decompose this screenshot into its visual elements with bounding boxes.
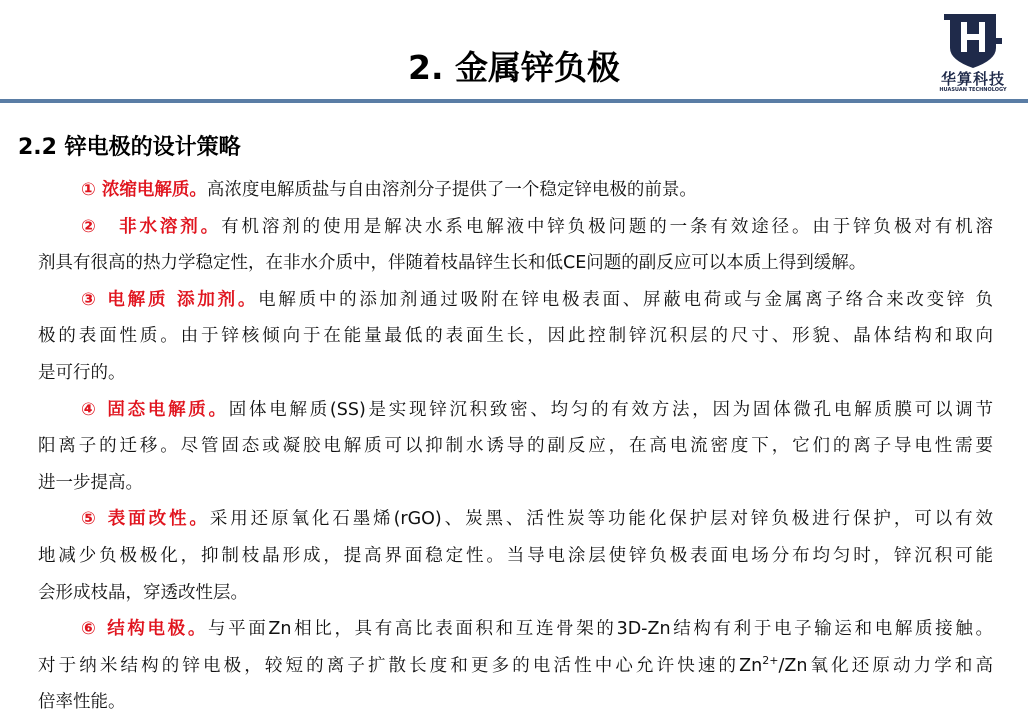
section-title: 2.2 锌电极的设计策略 — [18, 135, 241, 160]
strategy-text: 有机溶剂的使用是解决水系电解液中锌负极问题的一条有效途径。由于锌负极对有机溶 — [221, 216, 993, 237]
strategy-text: 对于纳米结构的锌电极，较短的离子扩散长度和更多的电活性中心允许快速的Zn — [38, 655, 763, 676]
header-divider — [0, 99, 1028, 103]
strategy-text: 固体电解质(SS)是实现锌沉积致密、均匀的有效方法，因为固体微孔电解质膜可以调节 — [228, 399, 993, 420]
strategy-text: 会形成枝晶，穿透改性层。 — [38, 582, 248, 603]
logo-name-cn: 华算科技 — [940, 70, 1005, 88]
ion-charge: 2+ — [762, 653, 779, 667]
strategy-item — [38, 214, 993, 287]
strategy-text: 地减少负极极化，抑制枝晶形成，提高界面稳定性。当导电涂层使锌负极表面电场分布均匀时，锌沉积可能 — [38, 545, 993, 566]
strategy-item — [38, 616, 993, 726]
strategy-text: 剂具有很高的热力学稳定性，在非水介质中，伴随着枝晶锌生长和低CE问题的副反应可以本质上得到缓解。 — [38, 253, 867, 274]
strategy-list — [38, 177, 993, 726]
strategy-text: /Zn氧化还原动力学和高 — [778, 655, 994, 676]
strategy-label: ④ 固态电解质。 — [81, 399, 229, 420]
strategy-text: 极的表面性质。由于锌核倾向于在能量最低的表面生长，因此控制锌沉积层的尺寸、形貌、晶体结构和取向 — [38, 326, 993, 347]
strategy-label: ⑥ 结构电极。 — [81, 619, 208, 640]
slide-title: 2. 金属锌负极 — [408, 48, 620, 87]
strategy-text: 采用还原氧化石墨烯(rGO)、炭黑、活性炭等功能化保护层对锌负极进行保护，可以有效 — [209, 509, 993, 530]
strategy-text: 高浓度电解质盐与自由溶剂分子提供了一个稳定锌电极的前景。 — [206, 180, 697, 200]
strategy-text: 与平面Zn相比，具有高比表面积和互连骨架的3D-Zn结构有利于电子输运和电解质接触。 — [207, 619, 993, 640]
strategy-item — [38, 177, 993, 214]
strategy-label: ② 非水溶剂。 — [81, 216, 222, 237]
strategy-text: 电解质中的添加剂通过吸附在锌电极表面、屏蔽电荷或与金属离子络合来改变锌 负 — [258, 289, 993, 310]
strategy-item — [38, 506, 993, 616]
strategy-label: ① 浓缩电解质。 — [81, 180, 207, 200]
strategy-label: ③ 电解质 添加剂。 — [81, 289, 259, 310]
strategy-text: 是可行的。 — [38, 362, 126, 383]
strategy-text: 阳离子的迁移。尽管固态或凝胶电解质可以抑制水诱导的副反应，在高电流密度下，它们的离子导电性需要 — [38, 436, 993, 457]
strategy-text: 进一步提高。 — [38, 472, 143, 493]
strategy-item — [38, 397, 993, 507]
logo-name-en: HUASUAN TECHNOLOGY — [939, 87, 1007, 93]
strategy-label: ⑤ 表面改性。 — [81, 509, 210, 530]
strategy-text: 倍率性能。 — [38, 692, 126, 713]
strategy-item — [38, 287, 993, 397]
